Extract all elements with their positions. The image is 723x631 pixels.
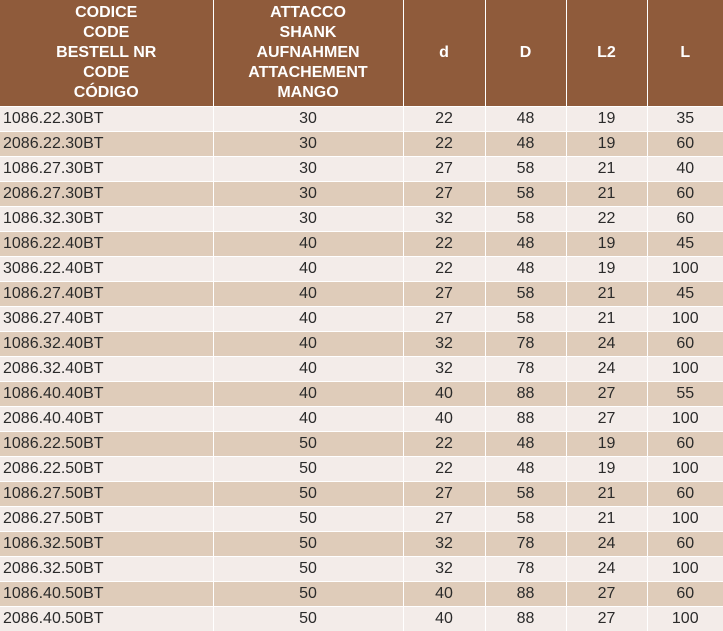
header-L2: L2 — [566, 0, 647, 107]
shank-cell: 50 — [213, 432, 403, 457]
D-cell: 58 — [485, 307, 566, 332]
d-cell: 22 — [403, 257, 485, 282]
shank-cell: 40 — [213, 282, 403, 307]
L2-cell: 19 — [566, 232, 647, 257]
code-cell: 2086.27.30BT — [0, 182, 213, 207]
L-cell: 60 — [647, 432, 723, 457]
code-cell: 3086.22.40BT — [0, 257, 213, 282]
L2-cell: 24 — [566, 357, 647, 382]
L-cell: 60 — [647, 482, 723, 507]
table-row — [0, 482, 723, 507]
code-cell: 1086.27.40BT — [0, 282, 213, 307]
table-row — [0, 457, 723, 482]
code-cell: 2086.40.40BT — [0, 407, 213, 432]
header-code-en: CODE — [0, 23, 213, 43]
d-cell: 40 — [403, 607, 485, 631]
table-row — [0, 157, 723, 182]
L-cell: 45 — [647, 232, 723, 257]
D-cell: 48 — [485, 132, 566, 157]
d-cell: 22 — [403, 432, 485, 457]
code-cell: 2086.22.50BT — [0, 457, 213, 482]
header-D: D — [485, 0, 566, 107]
table-row — [0, 207, 723, 232]
code-cell: 1086.27.30BT — [0, 157, 213, 182]
header-shank-en: SHANK — [214, 23, 403, 43]
d-cell: 22 — [403, 232, 485, 257]
d-cell: 40 — [403, 382, 485, 407]
L-cell: 40 — [647, 157, 723, 182]
header-code-fr: CODE — [0, 63, 213, 83]
D-cell: 88 — [485, 582, 566, 607]
header-L: L — [647, 0, 723, 107]
D-cell: 48 — [485, 232, 566, 257]
L2-cell: 24 — [566, 532, 647, 557]
table-row — [0, 357, 723, 382]
L-cell: 55 — [647, 382, 723, 407]
L2-cell: 22 — [566, 207, 647, 232]
shank-cell: 30 — [213, 207, 403, 232]
table-row — [0, 507, 723, 532]
L-cell: 100 — [647, 407, 723, 432]
code-cell: 1086.32.40BT — [0, 332, 213, 357]
L2-cell: 19 — [566, 432, 647, 457]
shank-cell: 40 — [213, 307, 403, 332]
header-shank-it: ATTACCO — [214, 3, 403, 23]
shank-cell: 30 — [213, 182, 403, 207]
d-cell: 22 — [403, 132, 485, 157]
L2-cell: 27 — [566, 382, 647, 407]
d-cell: 22 — [403, 107, 485, 132]
L2-cell: 19 — [566, 132, 647, 157]
D-cell: 58 — [485, 282, 566, 307]
code-cell: 3086.27.40BT — [0, 307, 213, 332]
d-cell: 40 — [403, 407, 485, 432]
L2-cell: 21 — [566, 307, 647, 332]
shank-cell: 40 — [213, 332, 403, 357]
table-row — [0, 307, 723, 332]
D-cell: 58 — [485, 507, 566, 532]
L-cell: 60 — [647, 582, 723, 607]
d-cell: 32 — [403, 207, 485, 232]
shank-cell: 40 — [213, 257, 403, 282]
shank-cell: 50 — [213, 557, 403, 582]
table-row — [0, 332, 723, 357]
D-cell: 48 — [485, 432, 566, 457]
shank-cell: 30 — [213, 132, 403, 157]
code-cell: 1086.40.40BT — [0, 382, 213, 407]
L-cell: 100 — [647, 557, 723, 582]
L-cell: 100 — [647, 457, 723, 482]
shank-cell: 30 — [213, 107, 403, 132]
D-cell: 88 — [485, 407, 566, 432]
code-cell: 1086.40.50BT — [0, 582, 213, 607]
table-row — [0, 432, 723, 457]
table-row — [0, 182, 723, 207]
code-cell: 1086.22.50BT — [0, 432, 213, 457]
shank-cell: 40 — [213, 382, 403, 407]
header-row — [0, 0, 723, 107]
L2-cell: 21 — [566, 182, 647, 207]
L-cell: 60 — [647, 532, 723, 557]
D-cell: 48 — [485, 257, 566, 282]
table-row — [0, 582, 723, 607]
table-row — [0, 557, 723, 582]
header-shank — [213, 0, 403, 107]
d-cell: 32 — [403, 557, 485, 582]
code-cell: 2086.22.30BT — [0, 132, 213, 157]
L-cell: 100 — [647, 307, 723, 332]
L2-cell: 27 — [566, 607, 647, 631]
d-cell: 32 — [403, 357, 485, 382]
D-cell: 58 — [485, 482, 566, 507]
table-row — [0, 282, 723, 307]
D-cell: 78 — [485, 532, 566, 557]
L-cell: 60 — [647, 182, 723, 207]
L2-cell: 19 — [566, 107, 647, 132]
code-cell: 2086.27.50BT — [0, 507, 213, 532]
code-cell: 1086.32.50BT — [0, 532, 213, 557]
header-shank-es: MANGO — [214, 83, 403, 103]
table-body — [0, 107, 723, 631]
D-cell: 48 — [485, 107, 566, 132]
d-cell: 40 — [403, 582, 485, 607]
code-cell: 1086.22.30BT — [0, 107, 213, 132]
d-cell: 27 — [403, 307, 485, 332]
header-code-de: BESTELL NR — [0, 43, 213, 63]
D-cell: 88 — [485, 382, 566, 407]
L-cell: 35 — [647, 107, 723, 132]
d-cell: 27 — [403, 507, 485, 532]
L2-cell: 21 — [566, 507, 647, 532]
code-cell: 2086.32.40BT — [0, 357, 213, 382]
L2-cell: 19 — [566, 457, 647, 482]
L2-cell: 19 — [566, 257, 647, 282]
shank-cell: 50 — [213, 607, 403, 631]
D-cell: 88 — [485, 607, 566, 631]
shank-cell: 40 — [213, 357, 403, 382]
L-cell: 60 — [647, 332, 723, 357]
L2-cell: 27 — [566, 582, 647, 607]
L-cell: 100 — [647, 257, 723, 282]
table-row — [0, 532, 723, 557]
d-cell: 32 — [403, 332, 485, 357]
d-cell: 32 — [403, 532, 485, 557]
code-cell: 1086.27.50BT — [0, 482, 213, 507]
code-cell: 2086.32.50BT — [0, 557, 213, 582]
D-cell: 78 — [485, 332, 566, 357]
d-cell: 27 — [403, 182, 485, 207]
L-cell: 100 — [647, 357, 723, 382]
shank-cell: 50 — [213, 582, 403, 607]
code-cell: 2086.40.50BT — [0, 607, 213, 631]
D-cell: 58 — [485, 157, 566, 182]
L-cell: 100 — [647, 607, 723, 631]
D-cell: 58 — [485, 182, 566, 207]
table-row — [0, 382, 723, 407]
header-code-es: CÓDIGO — [0, 83, 213, 103]
shank-cell: 30 — [213, 157, 403, 182]
header-code — [0, 0, 213, 107]
shank-cell: 50 — [213, 457, 403, 482]
table-row — [0, 132, 723, 157]
shank-cell: 50 — [213, 532, 403, 557]
d-cell: 27 — [403, 157, 485, 182]
L-cell: 60 — [647, 207, 723, 232]
code-cell: 1086.32.30BT — [0, 207, 213, 232]
L-cell: 60 — [647, 132, 723, 157]
d-cell: 27 — [403, 482, 485, 507]
D-cell: 78 — [485, 357, 566, 382]
shank-cell: 50 — [213, 507, 403, 532]
code-cell: 1086.22.40BT — [0, 232, 213, 257]
D-cell: 58 — [485, 207, 566, 232]
table-row — [0, 232, 723, 257]
L2-cell: 21 — [566, 482, 647, 507]
table-row — [0, 407, 723, 432]
shank-cell: 50 — [213, 482, 403, 507]
shank-cell: 40 — [213, 232, 403, 257]
header-d: d — [403, 0, 485, 107]
L2-cell: 24 — [566, 332, 647, 357]
header-code-it: CODICE — [0, 3, 213, 23]
header-shank-de: AUFNAHMEN — [214, 43, 403, 63]
L2-cell: 21 — [566, 157, 647, 182]
L2-cell: 27 — [566, 407, 647, 432]
L-cell: 100 — [647, 507, 723, 532]
L2-cell: 21 — [566, 282, 647, 307]
D-cell: 48 — [485, 457, 566, 482]
table-row — [0, 257, 723, 282]
shank-cell: 40 — [213, 407, 403, 432]
d-cell: 22 — [403, 457, 485, 482]
d-cell: 27 — [403, 282, 485, 307]
table-row — [0, 607, 723, 631]
table-row — [0, 107, 723, 132]
L-cell: 45 — [647, 282, 723, 307]
D-cell: 78 — [485, 557, 566, 582]
L2-cell: 24 — [566, 557, 647, 582]
header-shank-fr: ATTACHEMENT — [214, 63, 403, 83]
